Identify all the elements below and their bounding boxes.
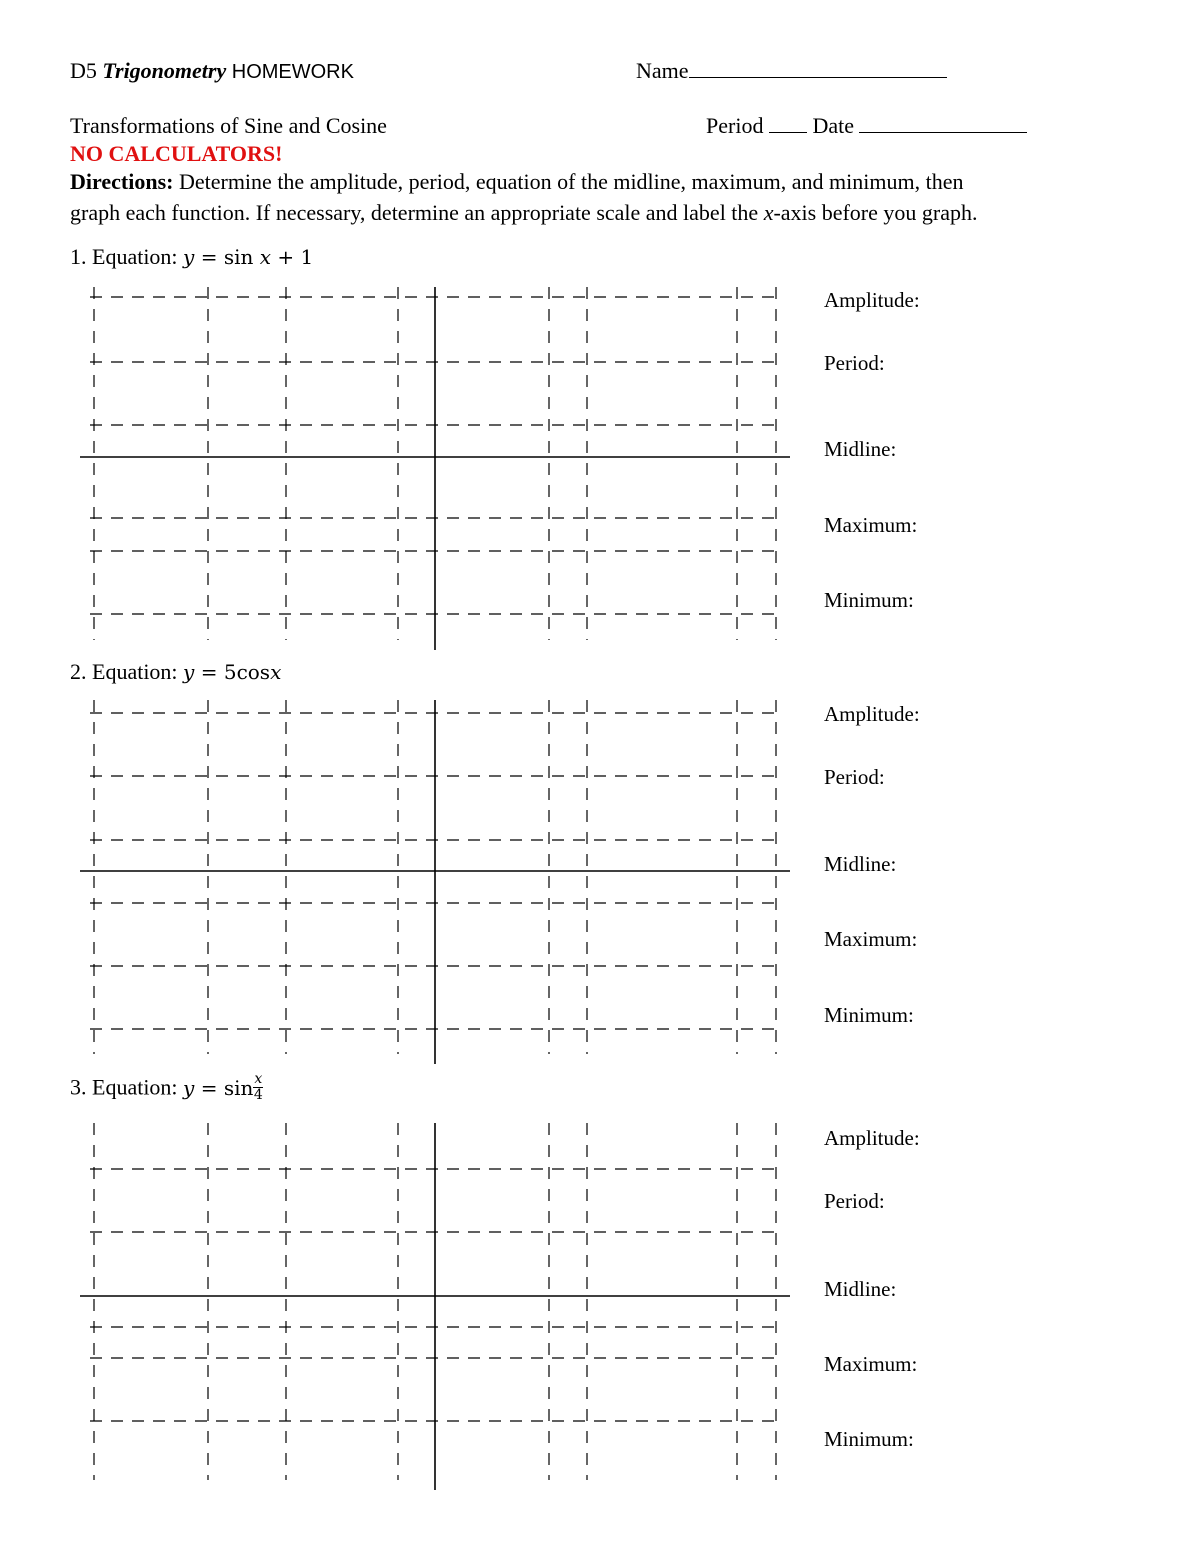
directions-var: x <box>763 200 774 225</box>
eq-function: 5cos <box>223 660 271 684</box>
problem-number: 1. <box>70 244 87 269</box>
course-code: D5 <box>70 58 97 83</box>
directions-text-2b: -axis before you graph. <box>773 200 978 225</box>
eq-var: y <box>183 660 195 684</box>
directions-text-2a: graph each function. If necessary, determine an appropriate scale and label the <box>70 200 764 225</box>
maximum-label: Maximum: <box>824 513 918 537</box>
minimum-label: Minimum: <box>824 588 914 612</box>
graph-grid-2[interactable] <box>80 700 790 1064</box>
period-label: Period <box>706 113 764 138</box>
equation-label: Equation: <box>92 244 178 269</box>
directions-text-1: Determine the amplitude, period, equation of the midline, maximum, and minimum, then <box>178 169 964 194</box>
midline-label: Midline: <box>824 1277 897 1301</box>
topic-title: Transformations of Sine and Cosine <box>70 113 387 138</box>
eq-sign: = <box>200 1075 218 1100</box>
midline-label: Midline: <box>824 437 897 461</box>
directions-label: Directions: <box>70 169 174 194</box>
maximum-label: Maximum: <box>824 927 918 951</box>
eq-sign: = <box>200 245 218 269</box>
period-field-label: Period: <box>824 765 885 789</box>
eq-numerator: x <box>254 1071 263 1087</box>
maximum-label: Maximum: <box>824 1352 918 1376</box>
midline-label: Midline: <box>824 852 897 876</box>
no-calculators-warning: NO CALCULATORS! <box>70 141 283 166</box>
equation-label: Equation: <box>92 659 178 684</box>
eq-var: y <box>183 245 195 269</box>
name-label: Name <box>636 58 689 83</box>
minimum-label: Minimum: <box>824 1427 914 1451</box>
eq-constant: + 1 <box>277 245 314 269</box>
amplitude-label: Amplitude: <box>824 1126 920 1150</box>
eq-argument: x <box>259 245 272 269</box>
eq-function: sin <box>223 245 254 269</box>
equation-label: Equation: <box>92 1074 178 1100</box>
eq-function: sin <box>223 1075 254 1100</box>
date-label: Date <box>812 113 854 138</box>
problem-number: 2. <box>70 659 87 684</box>
eq-argument: x <box>270 660 282 684</box>
graph-grid-1[interactable] <box>80 287 790 650</box>
subject: Trigonometry <box>102 58 227 83</box>
eq-var: y <box>183 1075 195 1100</box>
minimum-label: Minimum: <box>824 1003 914 1027</box>
period-field-label: Period: <box>824 1189 885 1213</box>
problem-number: 3. <box>70 1074 87 1100</box>
eq-sign: = <box>200 660 218 684</box>
eq-denominator: 4 <box>253 1087 263 1103</box>
amplitude-label: Amplitude: <box>824 288 920 312</box>
assignment-type: HOMEWORK <box>231 61 354 83</box>
period-field-label: Period: <box>824 351 885 375</box>
amplitude-label: Amplitude: <box>824 702 920 726</box>
graph-grid-3[interactable] <box>80 1123 790 1490</box>
